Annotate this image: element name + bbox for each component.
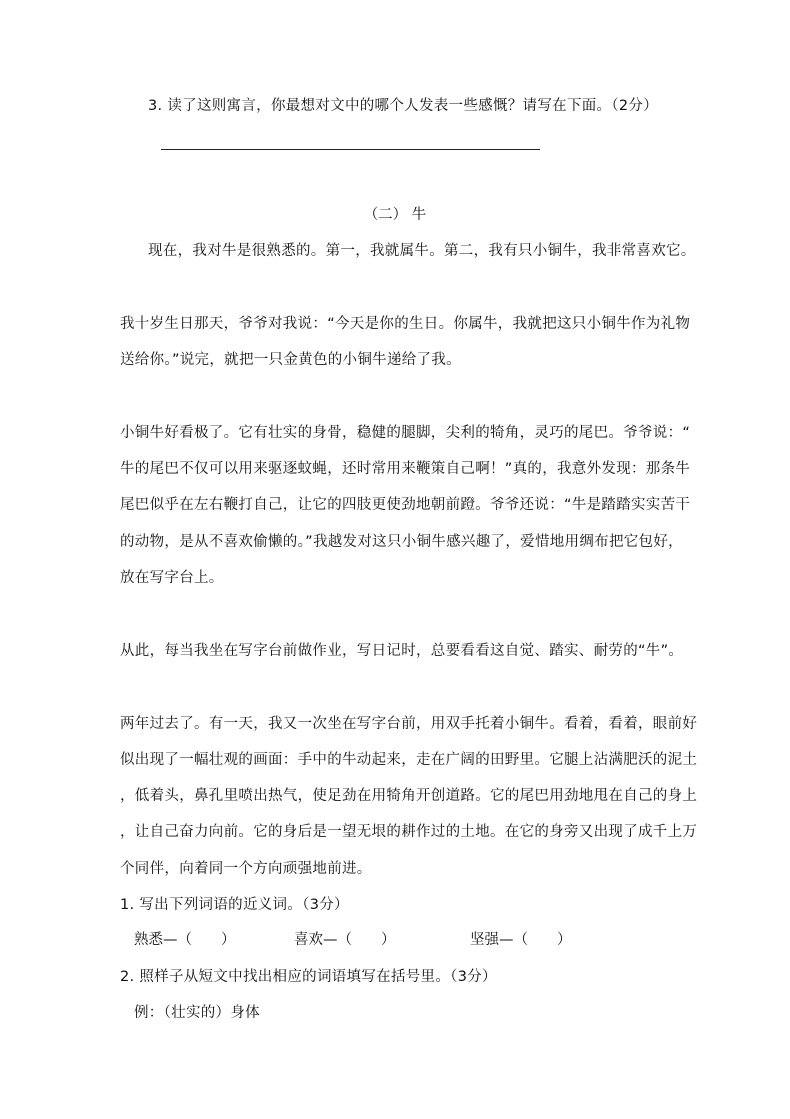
paragraph-line: 牛的尾巴不仅可以用来驱逐蚊蝇，还时常用来鞭策自己啊！”真的，我意外发现：那条牛	[120, 461, 691, 477]
paragraph-line: 现在，我对牛是很熟悉的。第一，我就属牛。第二，我有只小铜牛，我非常喜欢它。	[148, 243, 696, 259]
paragraph-line: 小铜牛好看极了。它有壮实的身骨，稳健的腿脚，尖利的犄角，灵巧的尾巴。爷爷说：“	[120, 425, 691, 441]
fill-blank: 喜欢—（ ）	[294, 932, 396, 948]
paragraph-line: 尾巴似乎在左右鞭打自己，让它的四肢更使劲地朝前蹬。爷爷还说：“牛是踏踏实实苦干	[120, 497, 691, 513]
paragraph-line: 似出现了一幅壮观的画面：手中的牛动起来，走在广阔的田野里。它腿上沾满肥沃的泥土	[120, 752, 698, 768]
paragraph-line: 个同伴，向着同一个方向顽强地前进。	[120, 861, 372, 877]
paragraph-line: 两年过去了。有一天，我又一次坐在写字台前，用双手托着小铜牛。看着，看着，眼前好	[120, 716, 698, 732]
section-title: （二） 牛	[363, 207, 427, 223]
question-3: 3. 读了这则寓言，你最想对文中的哪个人发表一些感慨？请写在下面。（2分）	[148, 98, 659, 114]
paragraph-line: 我十岁生日那天，爷爷对我说：“今天是你的生日。你属牛，我就把这只小铜牛作为礼物	[120, 316, 691, 332]
fill-blank: 坚强—（ ）	[470, 932, 572, 948]
paragraph-line: 从此，每当我坐在写字台前做作业，写日记时，总要看看这自觉、踏实、耐劳的“牛”。	[120, 643, 684, 659]
answer-line	[161, 149, 540, 150]
paragraph-line: 放在写字台上。	[120, 570, 224, 586]
paragraph-line: ，让自己奋力向前。它的身后是一望无垠的耕作过的土地。在它的身旁又出现了成千上万	[120, 824, 698, 840]
paragraph-line: 送给你。”说完，就把一只金黄色的小铜牛递给了我。	[120, 352, 461, 368]
example-line: 例：（壮实的）身体	[134, 1005, 260, 1021]
question-1: 1. 写出下列词语的近义词。（3分）	[120, 897, 349, 913]
paragraph-line: 的动物，是从不喜欢偷懒的。”我越发对这只小铜牛感兴趣了，爱惜地用绸布把它包好，	[120, 534, 683, 550]
fill-blank: 熟悉—（ ）	[134, 932, 236, 948]
question-2: 2. 照样子从短文中找出相应的词语填写在括号里。（3分）	[120, 969, 497, 985]
paragraph-line: ，低着头，鼻孔里喷出热气，使足劲在用犄角开创道路。它的尾巴用劲地甩在自己的身上	[120, 788, 698, 804]
